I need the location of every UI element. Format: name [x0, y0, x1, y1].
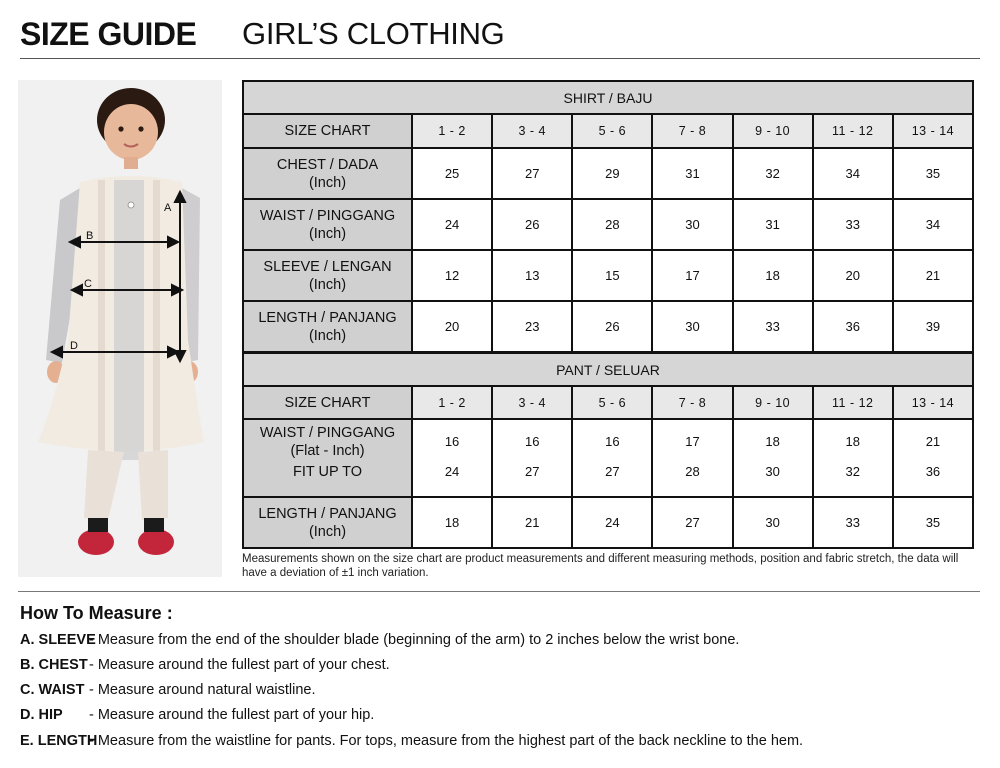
- table-row: [243, 301, 973, 352]
- table-cell: 27: [572, 463, 652, 497]
- shirt-section-title: SHIRT / BAJU: [243, 81, 973, 114]
- table-cell: 36: [813, 301, 893, 352]
- page-subtitle: GIRL’S CLOTHING: [242, 16, 505, 51]
- table-cell: 21: [893, 250, 973, 301]
- howto-item-hip: [20, 707, 375, 723]
- size-header-cell: 9 - 10: [733, 386, 813, 419]
- left-shoe: [78, 529, 114, 555]
- howto-item-chest: [20, 657, 390, 673]
- size-header-cell: 13 - 14: [893, 386, 973, 419]
- table-cell: 27: [652, 497, 732, 548]
- table-cell: 18: [412, 497, 492, 548]
- howto-key: B. CHEST: [20, 657, 88, 673]
- divider: [18, 591, 980, 592]
- table-cell: 33: [733, 301, 813, 352]
- table-cell: 15: [572, 250, 652, 301]
- table-cell: 23: [492, 301, 572, 352]
- table-row: [243, 419, 973, 463]
- table-cell: 36: [893, 463, 973, 497]
- table-cell: 21: [893, 419, 973, 463]
- table-cell: 28: [572, 199, 652, 250]
- table-cell: 16: [412, 419, 492, 463]
- size-header-cell: 1 - 2: [412, 114, 492, 148]
- size-header-cell: 11 - 12: [813, 386, 893, 419]
- table-cell: 33: [813, 199, 893, 250]
- marker-d: D: [70, 340, 78, 352]
- table-cell: 17: [652, 250, 732, 301]
- marker-b: B: [86, 230, 94, 242]
- table-cell: 34: [893, 199, 973, 250]
- size-header-cell: 5 - 6: [572, 386, 652, 419]
- size-header-cell: 5 - 6: [572, 114, 652, 148]
- table-cell: 16: [572, 419, 652, 463]
- howto-item-sleeve: [20, 632, 740, 648]
- table-cell: 35: [893, 497, 973, 548]
- measurement-note: Measurements shown on the size chart are product measurements and different measuring methods, position and fabric stretch, the data will have a deviation of ±1 inch variation.: [242, 553, 959, 579]
- table-cell: 24: [572, 497, 652, 548]
- table-cell: 17: [652, 419, 732, 463]
- size-header-cell: 7 - 8: [652, 386, 732, 419]
- child-illustration: [18, 80, 222, 577]
- size-chart-header: SIZE CHART: [243, 386, 412, 419]
- table-cell: 25: [412, 148, 492, 199]
- howto-desc: - Measure from the waistline for pants. For tops, measure from the highest part of the back neckline to the hem.: [89, 733, 804, 749]
- table-cell: 13: [492, 250, 572, 301]
- table-row: [243, 199, 973, 250]
- row-label-pant-waist: WAIST / PINGGANG (Flat - Inch): [243, 419, 412, 463]
- table-cell: 26: [492, 199, 572, 250]
- howto-desc: - Measure around natural waistline.: [89, 682, 316, 698]
- table-cell: 16: [492, 419, 572, 463]
- row-label-chest: CHEST / DADA (Inch): [243, 148, 412, 199]
- marker-a: A: [164, 202, 172, 214]
- table-cell: 20: [813, 250, 893, 301]
- table-cell: 32: [813, 463, 893, 497]
- table-cell: 20: [412, 301, 492, 352]
- howto-desc: - Measure from the end of the shoulder blade (beginning of the arm) to 2 inches below the wrist bone.: [89, 632, 740, 648]
- row-label-length: LENGTH / PANJANG (Inch): [243, 301, 412, 352]
- table-cell: 33: [813, 497, 893, 548]
- child-photo: [18, 80, 222, 577]
- table-cell: 28: [652, 463, 732, 497]
- table-cell: 35: [893, 148, 973, 199]
- table-cell: 30: [733, 463, 813, 497]
- pant-section-title: PANT / SELUAR: [243, 353, 973, 386]
- table-cell: 27: [492, 463, 572, 497]
- howto-desc: - Measure around the fullest part of your hip.: [89, 707, 375, 723]
- howto-item-length: [20, 733, 804, 749]
- size-header-cell: 1 - 2: [412, 386, 492, 419]
- howto-key: D. HIP: [20, 707, 63, 723]
- table-cell: 12: [412, 250, 492, 301]
- table-cell: 21: [492, 497, 572, 548]
- size-header-cell: 3 - 4: [492, 114, 572, 148]
- size-header-cell: 11 - 12: [813, 114, 893, 148]
- table-cell: 32: [733, 148, 813, 199]
- row-label-waist: WAIST / PINGGANG (Inch): [243, 199, 412, 250]
- howto-key: A. SLEEVE: [20, 632, 96, 648]
- size-header-cell: 13 - 14: [893, 114, 973, 148]
- table-row: [243, 497, 973, 548]
- right-shoe: [138, 529, 174, 555]
- header: [20, 14, 980, 59]
- table-cell: 30: [652, 301, 732, 352]
- size-chart-header: SIZE CHART: [243, 114, 412, 148]
- table-cell: 27: [492, 148, 572, 199]
- page-title: SIZE GUIDE: [20, 16, 197, 52]
- table-cell: 18: [733, 419, 813, 463]
- howto-key: E. LENGTH: [20, 733, 98, 749]
- face-shape: [104, 104, 158, 160]
- table-cell: 30: [652, 199, 732, 250]
- table-cell: 18: [733, 250, 813, 301]
- row-label-pant-length: LENGTH / PANJANG (Inch): [243, 497, 412, 548]
- pant-size-table: [242, 352, 974, 549]
- table-cell: 29: [572, 148, 652, 199]
- size-header-cell: 9 - 10: [733, 114, 813, 148]
- row-label-fit-up-to: FIT UP TO: [243, 463, 412, 497]
- table-row: [243, 148, 973, 199]
- table-cell: 18: [813, 419, 893, 463]
- table-cell: 26: [572, 301, 652, 352]
- size-header-cell: 3 - 4: [492, 386, 572, 419]
- table-row: [243, 250, 973, 301]
- howto-item-waist: [20, 682, 316, 698]
- table-cell: 31: [733, 199, 813, 250]
- table-cell: 24: [412, 199, 492, 250]
- howto-key: C. WAIST: [20, 682, 85, 698]
- row-label-sleeve: SLEEVE / LENGAN (Inch): [243, 250, 412, 301]
- how-to-measure-title: How To Measure :: [20, 603, 173, 623]
- table-cell: 39: [893, 301, 973, 352]
- size-header-cell: 7 - 8: [652, 114, 732, 148]
- marker-c: C: [84, 278, 92, 290]
- table-cell: 34: [813, 148, 893, 199]
- shirt-size-table: [242, 80, 974, 353]
- table-row: [243, 463, 973, 497]
- table-cell: 24: [412, 463, 492, 497]
- table-cell: 31: [652, 148, 732, 199]
- table-cell: 30: [733, 497, 813, 548]
- howto-desc: - Measure around the fullest part of your chest.: [89, 657, 390, 673]
